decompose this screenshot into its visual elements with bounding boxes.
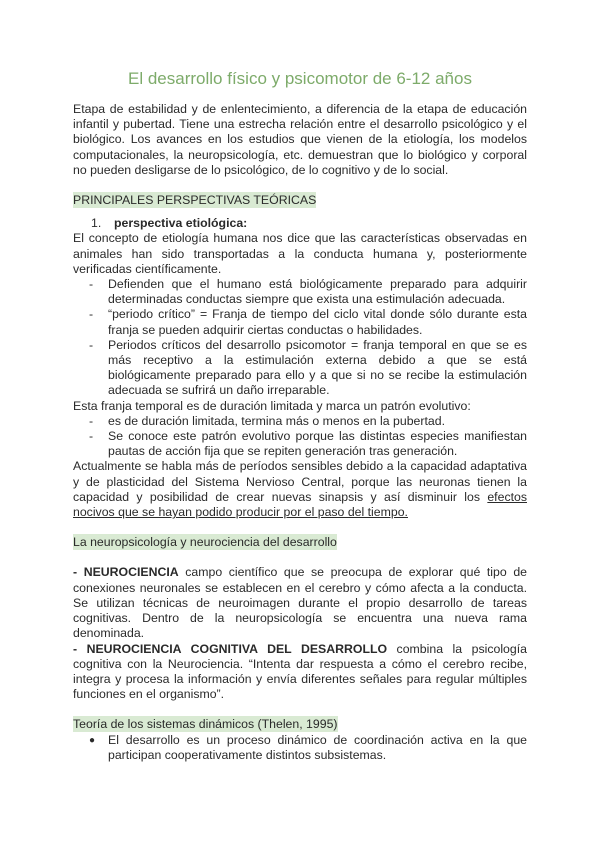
- term-neurociencia-cognitiva: - NEUROCIENCIA COGNITIVA DEL DESARROLLO: [73, 641, 388, 656]
- section-heading-neuro: [73, 535, 527, 550]
- item-title: perspectiva etiológica:: [114, 216, 248, 231]
- list-item: [73, 307, 527, 337]
- dash-marker: -: [89, 307, 94, 322]
- bullet-list: [73, 733, 527, 763]
- list-item-text: es de duración limitada, termina más o menos en la pubertad.: [108, 413, 445, 428]
- list-item-text: “periodo crítico” = Franja de tiempo del ciclo vital donde sólo durante esta franja se pueden adquirir ciertas conductas o habilidades.: [108, 307, 527, 337]
- section-heading-text: PRINCIPALES PERSPECTIVAS TEÓRICAS: [73, 193, 317, 208]
- term-neurociencia: - NEUROCIENCIA: [73, 565, 179, 580]
- section-heading-text: Teoría de los sistemas dinámicos (Thelen, 1995): [73, 717, 338, 732]
- actualmente-paragraph: [73, 459, 527, 520]
- bullet-marker: ●: [89, 734, 96, 746]
- list-item-text: Periodos críticos del desarrollo psicomotor = franja temporal en que se es más receptivo a la estimulación externa debido a que se está biológicamente preparado para ello y a que si no se recibe la estimulación adecuada se sufrirá un daño irreparable.: [108, 337, 527, 398]
- list-item: [73, 429, 527, 459]
- numbered-item: [73, 216, 527, 231]
- intro-paragraph: Etapa de estabilidad y de enlentecimiento, a diferencia de la etapa de educación infantil y pubertad. Tiene una estrecha relación entre el desarrollo psicológico y el biológico. Los avances en los estudios que vienen de la etiología, los modelos computacionales, la neuropsicología, etc. demuestran que lo biológico y corporal no pueden desligarse de lo psicológico, de lo cognitivo y de lo social.: [73, 102, 527, 177]
- list-item: [73, 414, 527, 429]
- franja-paragraph: Esta franja temporal es de duración limitada y marca un patrón evolutivo:: [73, 398, 471, 413]
- neurociencia-paragraph: [73, 565, 527, 641]
- dash-marker: -: [89, 429, 94, 444]
- etiologia-paragraph: El concepto de etiología humana nos dice que las características observadas en animales han sido transportadas a la conducta humana y, posteriormente verificadas científicamente.: [73, 231, 527, 276]
- list-item-text: Se conoce este patrón evolutivo porque las distintas especies manifiestan pautas de acción fija que se repiten generación tras generación.: [108, 429, 527, 459]
- list-item: [73, 338, 527, 399]
- item-number: 1.: [91, 216, 102, 231]
- closing-text: Actualmente se habla más de períodos sensibles debido a la capacidad adaptativa y de plasticidad del Sistema Nervioso Central, porque las neuronas tienen la capacidad y posibilidad de crear nuevas sinapsis y así disminuir los: [73, 459, 527, 504]
- section-heading-perspectivas: [73, 193, 527, 208]
- list-item: [73, 277, 527, 307]
- dash-list-1: [73, 277, 527, 399]
- section-heading-sistemas: [73, 717, 527, 732]
- dash-list-2: [73, 414, 527, 460]
- section-heading-text: La neuropsicología y neurociencia del desarrollo: [73, 535, 337, 550]
- neurociencia-text: campo científico que se preocupa de explorar qué tipo de conexiones neuronales se establecen en el cerebro y cómo afecta a la conducta. Se utilizan técnicas de neuroimagen durante el propio desarrollo de tareas cognitivas. Dentro de la neuropsicología se encuentra una nueva rama denominada.: [73, 565, 527, 641]
- neurociencia-cognitiva-paragraph: [73, 642, 527, 703]
- list-item-text: Defienden que el humano está biológicamente preparado para adquirir determinadas conductas siempre que exista una estimulación adecuada.: [108, 277, 527, 307]
- document-title: El desarrollo físico y psicomotor de 6-12 años: [128, 69, 472, 88]
- list-item: [73, 733, 527, 763]
- closing-underlined-text: efectos nocivos que se hayan podido producir por el paso del tiempo.: [73, 489, 527, 520]
- dash-marker: -: [89, 337, 94, 352]
- dash-marker: -: [89, 277, 94, 292]
- list-item-text: El desarrollo es un proceso dinámico de coordinación activa en la que participan cooperativamente distintos subsistemas.: [108, 732, 527, 762]
- neurociencia-cognitiva-text: combina la psicología cognitiva con la Neurociencia. “Intenta dar respuesta a cómo el cerebro recibe, integra y procesa la información y envía diferentes señales para regular múltiples funciones en el organismo”.: [73, 641, 527, 702]
- dash-marker: -: [89, 413, 94, 428]
